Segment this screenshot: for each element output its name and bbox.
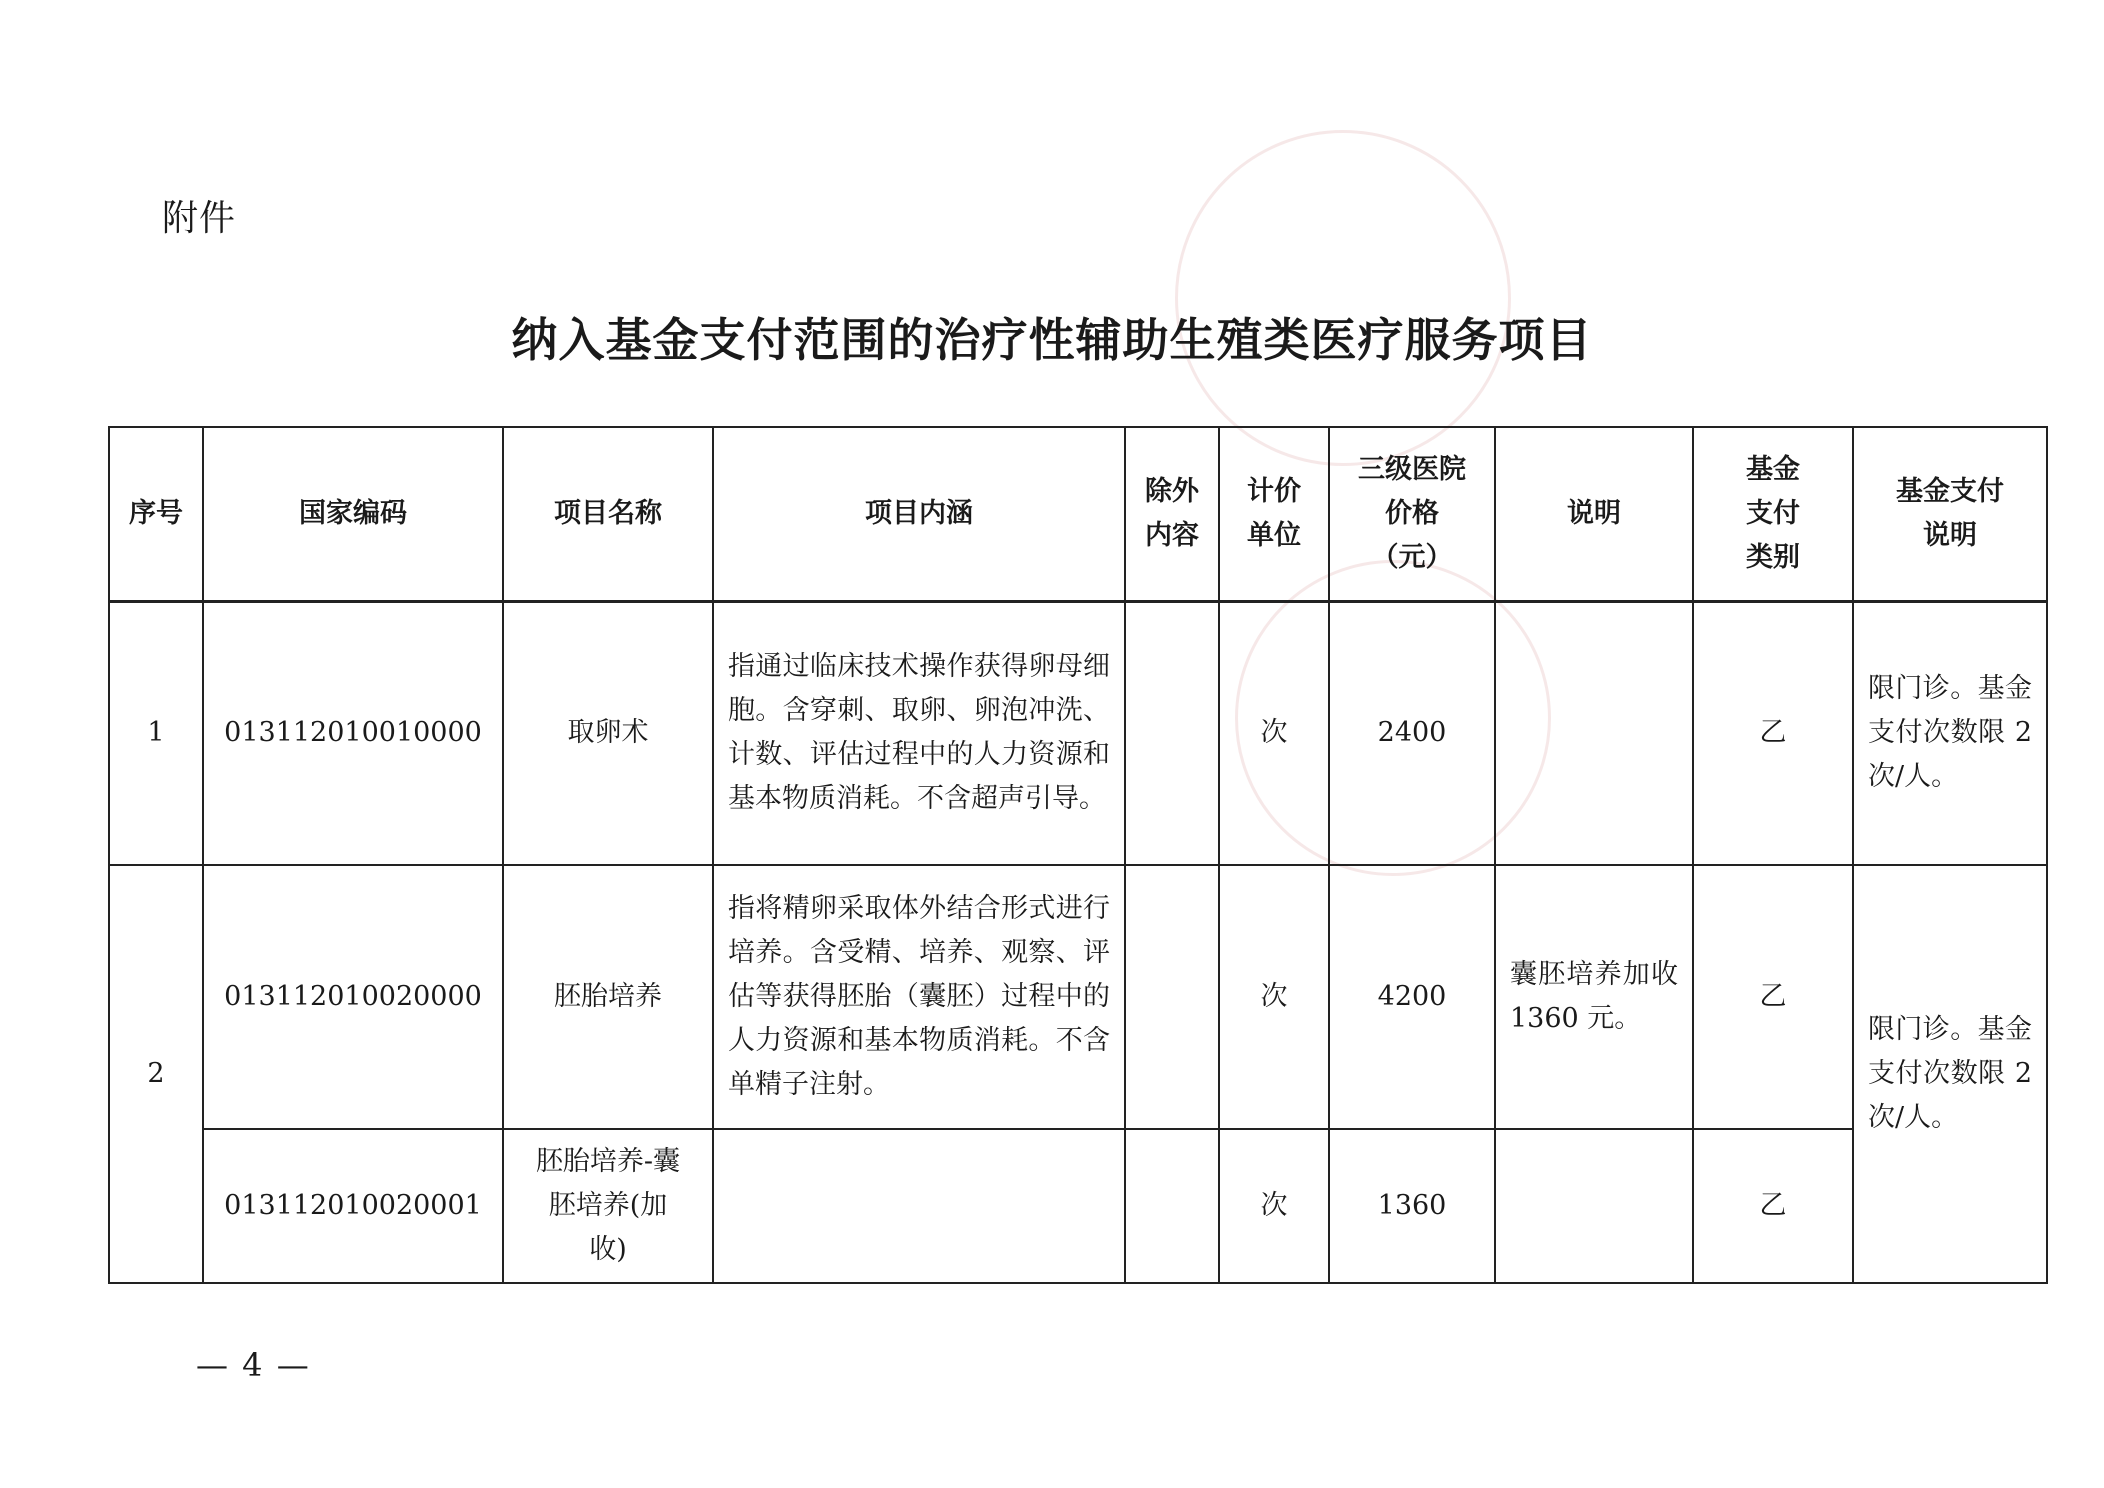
table-row <box>109 865 2047 1129</box>
attachment-label: 附件 <box>162 198 237 239</box>
table-header-row <box>109 427 2047 601</box>
header-name: 项目名称 <box>503 427 713 601</box>
cell-fund-note <box>1853 601 2047 865</box>
cell-price: 4200 <box>1329 865 1495 1129</box>
header-code: 国家编码 <box>203 427 503 601</box>
header-fund-category-text: 基金支付类别 <box>1745 453 1800 573</box>
cell-note <box>1495 601 1693 865</box>
cell-code: 013112010010000 <box>203 601 503 865</box>
cell-content <box>713 865 1125 1129</box>
header-price <box>1329 427 1495 601</box>
header-seq: 序号 <box>109 427 203 601</box>
faint-seal-stamp <box>1175 130 1511 466</box>
cell-unit: 次 <box>1219 601 1329 865</box>
cell-exclusion <box>1125 1129 1219 1283</box>
header-exclusion <box>1125 427 1219 601</box>
cell-fund-category: 乙 <box>1693 865 1853 1129</box>
cell-unit: 次 <box>1219 865 1329 1129</box>
cell-name <box>503 1129 713 1283</box>
header-fund-category <box>1693 427 1853 601</box>
cell-name: 胚胎培养 <box>503 865 713 1129</box>
cell-fund-note <box>1853 865 2047 1283</box>
table-row <box>109 601 2047 865</box>
cell-price: 2400 <box>1329 601 1495 865</box>
header-note: 说明 <box>1495 427 1693 601</box>
cell-content-text: 指将精卵采取体外结合形式进行培养。含受精、培养、观察、评估等获得胚胎（囊胚）过程中的人力资源和基本物质消耗。不含单精子注射。 <box>728 893 1110 1100</box>
header-fund-note <box>1853 427 2047 601</box>
cell-note <box>1495 1129 1693 1283</box>
table-row <box>109 1129 2047 1283</box>
header-price-text: 三级医院价格（元） <box>1357 453 1466 573</box>
cell-unit: 次 <box>1219 1129 1329 1283</box>
cell-fund-category: 乙 <box>1693 1129 1853 1283</box>
cell-code: 013112010020001 <box>203 1129 503 1283</box>
cell-fund-category: 乙 <box>1693 601 1853 865</box>
header-exclusion-text: 除外内容 <box>1144 475 1199 551</box>
page-number: — 4 — <box>196 1346 311 1384</box>
service-items-table <box>108 426 2048 1284</box>
document-title: 纳入基金支付范围的治疗性辅助生殖类医疗服务项目 <box>511 313 1593 367</box>
header-unit <box>1219 427 1329 601</box>
cell-note-text: 囊胚培养加收 1360 元。 <box>1510 959 1678 1034</box>
cell-content-text: 指通过临床技术操作获得卵母细胞。含穿刺、取卵、卵泡冲洗、计数、评估过程中的人力资源和基本物质消耗。不含超声引导。 <box>728 651 1110 815</box>
cell-name-text: 胚胎培养-囊胚培养(加收) <box>535 1146 681 1265</box>
cell-content <box>713 1129 1125 1283</box>
cell-exclusion <box>1125 601 1219 865</box>
header-unit-text: 计价单位 <box>1246 475 1301 551</box>
header-content: 项目内涵 <box>713 427 1125 601</box>
cell-fund-note-text: 限门诊。基金支付次数限 2 次/人。 <box>1868 1014 2032 1133</box>
header-fund-note-text: 基金支付说明 <box>1895 475 2004 551</box>
cell-note <box>1495 865 1693 1129</box>
cell-name: 取卵术 <box>503 601 713 865</box>
cell-exclusion <box>1125 865 1219 1129</box>
cell-code: 013112010020000 <box>203 865 503 1129</box>
cell-seq: 1 <box>109 601 203 865</box>
cell-price: 1360 <box>1329 1129 1495 1283</box>
cell-content <box>713 601 1125 865</box>
cell-fund-note-text: 限门诊。基金支付次数限 2 次/人。 <box>1868 673 2032 793</box>
cell-seq: 2 <box>109 865 203 1283</box>
